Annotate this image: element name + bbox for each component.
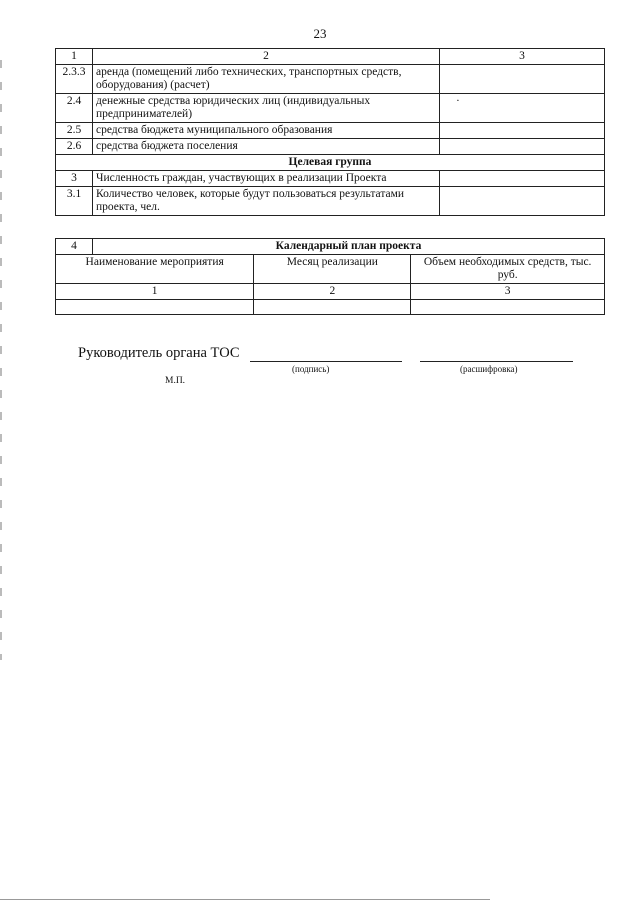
row-value: · (440, 94, 605, 123)
row-value (440, 171, 605, 187)
row-value (440, 65, 605, 94)
column-number: 1 (56, 284, 254, 300)
row-number: 3.1 (56, 187, 93, 216)
table-row (56, 65, 605, 94)
page-number: 23 (313, 26, 327, 41)
table-row (56, 123, 605, 139)
section-row (56, 155, 605, 171)
empty-cell (411, 300, 605, 315)
name-line (420, 361, 573, 362)
table-row (56, 94, 605, 123)
column-header: Объем необходимых средств, тыс. руб. (411, 255, 605, 284)
column-number: 2 (254, 284, 411, 300)
calendar-empty-row (56, 300, 605, 315)
row-number: 2.6 (56, 139, 93, 155)
calendar-table (55, 238, 605, 315)
table-header-row (56, 49, 605, 65)
empty-cell (254, 300, 411, 315)
signature-label: Руководитель органа ТОС (78, 345, 240, 361)
calendar-title: Календарный план проекта (93, 239, 605, 255)
row-number: 3 (56, 171, 93, 187)
calendar-header-row (56, 255, 605, 284)
row-value (440, 187, 605, 216)
row-text: средства бюджета поселения (93, 139, 440, 155)
row-number: 2.3.3 (56, 65, 93, 94)
header-cell: 3 (440, 49, 605, 65)
table-row (56, 139, 605, 155)
row-number: 2.5 (56, 123, 93, 139)
signature-caption: (подпись) (292, 364, 330, 374)
column-header: Месяц реализации (254, 255, 411, 284)
stamp-place: М.П. (165, 376, 186, 386)
table-row (56, 171, 605, 187)
header-cell: 1 (56, 49, 93, 65)
table-row (56, 187, 605, 216)
row-text: Количество человек, которые будут пользоваться результатами проекта, чел. (93, 187, 440, 216)
column-header: Наименование мероприятия (56, 255, 254, 284)
row-value (440, 123, 605, 139)
budget-table (55, 48, 605, 216)
column-number: 3 (411, 284, 605, 300)
row-value (440, 139, 605, 155)
calendar-title-row (56, 239, 605, 255)
section-title: Целевая группа (56, 155, 605, 171)
row-text: аренда (помещений либо технических, транспортных средств, оборудования) (расчет) (93, 65, 440, 94)
calendar-number-row (56, 284, 605, 300)
name-caption: (расшифровка) (460, 364, 518, 374)
empty-cell (56, 300, 254, 315)
row-number: 2.4 (56, 94, 93, 123)
row-text: Численность граждан, участвующих в реализации Проекта (93, 171, 440, 187)
calendar-number: 4 (56, 239, 93, 255)
row-text: средства бюджета муниципального образования (93, 123, 440, 139)
signature-line (250, 361, 402, 362)
header-cell: 2 (93, 49, 440, 65)
scan-edge-artifact (0, 60, 2, 660)
row-text: денежные средства юридических лиц (индивидуальных предпринимателей) (93, 94, 440, 123)
scan-bottom-line (0, 899, 490, 900)
